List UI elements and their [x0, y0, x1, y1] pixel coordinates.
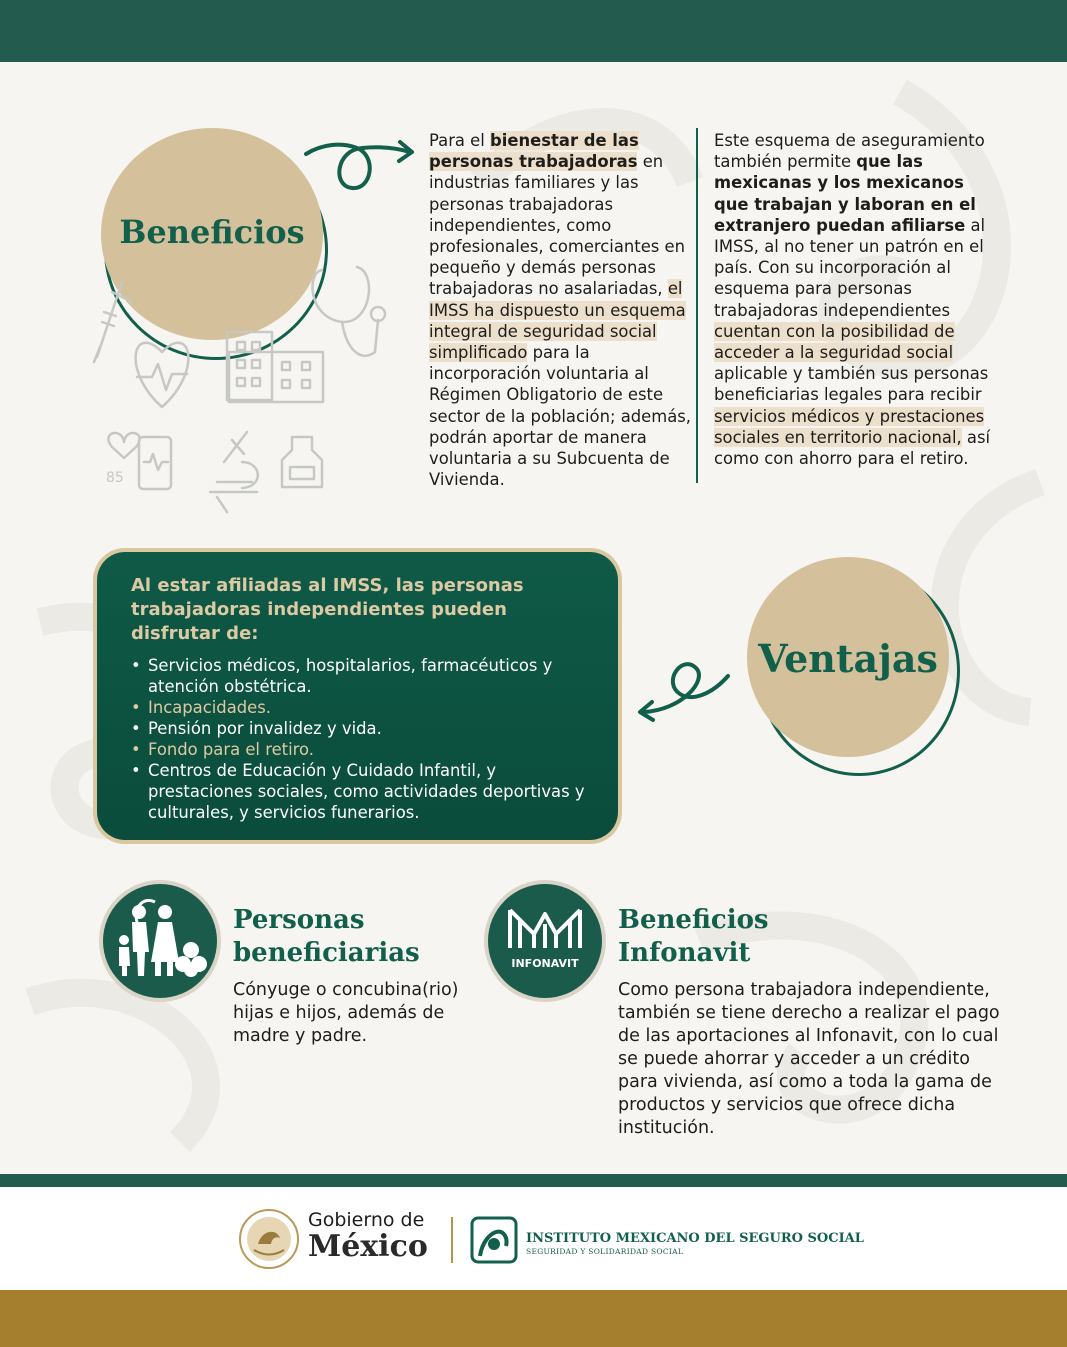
highlight-text: cuentan con la posibilidad de acceder a la seguridad social: [714, 321, 955, 363]
list-item: • Pensión por invalidez y vida.: [131, 718, 588, 739]
footer-bottom-band: [0, 1290, 1067, 1347]
infonavit-title: [618, 904, 918, 970]
title-line: Beneficios: [618, 905, 769, 935]
national-seal-icon: [238, 1208, 300, 1270]
title-line: beneficiarias: [233, 938, 420, 968]
microscope-icon: [210, 432, 258, 512]
list-item: • Centros de Educación y Cuidado Infantil, y prestaciones sociales, como actividades deportivas y culturales, y servicios funerarios.: [131, 760, 588, 823]
highlight-text: el IMSS ha dispuesto un esquema integral de seguridad social simplificado: [429, 279, 686, 363]
imss-name: INSTITUTO MEXICANO DEL SEGURO SOCIAL: [526, 1231, 864, 1246]
text-segment: para la incorporación voluntaria al Régimen Obligatorio de este sector de la población; además, podrán aportar de manera voluntaria a su Subcuenta de Vivienda.: [429, 343, 691, 490]
footer: [0, 1187, 1067, 1290]
stethoscope-icon: [312, 267, 369, 322]
ventajas-card: [97, 552, 618, 840]
beneficios-title: Beneficios: [119, 213, 305, 251]
column-divider: [696, 128, 698, 483]
gobierno-line2: México: [308, 1229, 428, 1264]
footer-divider: [451, 1217, 453, 1263]
imss-subtitle: SEGURIDAD Y SOLIDARIDAD SOCIAL: [526, 1247, 684, 1256]
list-item: • Servicios médicos, hospitalarios, farmacéuticos y atención obstétrica.: [131, 655, 588, 697]
text-segment: en industrias familiares y las personas trabajadoras independientes, como profesionales, comerciantes en pequeño y demás personas trabajadoras no asalariadas,: [429, 152, 686, 299]
syringe-icon: [94, 282, 132, 362]
beneficios-column-1: [429, 130, 691, 490]
title-line: Personas: [233, 905, 365, 935]
highlight-text: servicios médicos y prestaciones sociales en territorio nacional,: [714, 406, 985, 447]
text-segment: Para el: [429, 131, 491, 150]
list-item: • Incapacidades.: [131, 697, 588, 718]
ventajas-title: Ventajas: [758, 636, 938, 681]
infonavit-logo-icon: [488, 884, 602, 998]
heart-rate-number: 85: [106, 470, 124, 486]
imss-logo-icon: [470, 1216, 518, 1264]
family-icon-circle: [103, 884, 217, 998]
text-segment: así como con ahorro para el retiro.: [714, 427, 991, 469]
footer-top-band: [0, 1174, 1067, 1187]
ventajas-list: [131, 655, 588, 823]
list-item: • Fondo para el retiro.: [131, 739, 588, 760]
gobierno-line1: Gobierno de: [308, 1209, 425, 1231]
infonavit-text: Como persona trabajadora independiente, también se tiene derecho a realizar el pago de las aportaciones al Infonavit, con lo cual se puede ahorrar y acceder a un crédito para vivienda, así como a toda la gama de productos y servicios que ofrece dicha institución.: [618, 980, 1000, 1138]
highlight-text: bienestar de las personas trabajadoras: [429, 131, 639, 172]
gobierno-logo-text: [308, 1209, 428, 1263]
ventajas-intro: Al estar afiliadas al IMSS, las personas trabajadoras independientes pueden disfrutar de:: [131, 575, 524, 644]
text-segment: al IMSS, al no tener un patrón en el país. Con su incorporación al esquema para personas trabajadoras independientes: [714, 215, 986, 320]
text-segment: Este esquema de aseguramiento también permite: [714, 131, 985, 172]
infonavit-icon-circle: [488, 884, 602, 998]
infonavit-logo-text: INFONAVIT: [511, 957, 579, 970]
personas-title: [233, 904, 473, 970]
family-icon: [103, 884, 217, 998]
loop-arrow-left-icon: [632, 654, 732, 724]
beneficios-column-2: [714, 130, 996, 469]
personas-text: Cónyuge o concubina(rio) hijas e hijos, además de madre y padre.: [233, 980, 459, 1046]
text-segment: aplicable y también sus personas beneficiarias legales para recibir: [714, 364, 989, 405]
title-line: Infonavit: [618, 938, 751, 968]
medical-icons-illustration: [92, 262, 397, 522]
bold-text: que las mexicanas y los mexicanos que trabajan y laboran en el extranjero puedan afiliarse: [714, 152, 976, 235]
top-banner: [0, 0, 1067, 62]
loop-arrow-icon: [302, 124, 420, 196]
